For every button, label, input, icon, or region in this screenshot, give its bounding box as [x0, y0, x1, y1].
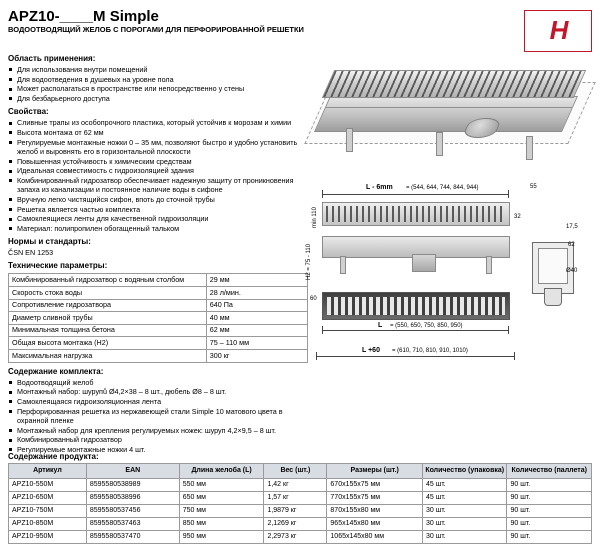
dim-label-h2: H2 = 75 - 110 [306, 243, 312, 280]
cell-ean: 8595580537463 [86, 518, 179, 531]
cell-qty-package: 30 шт. [422, 505, 506, 518]
cell-qty-pallet: 90 шт. [507, 505, 592, 518]
column-header-ean: EAN [86, 464, 179, 479]
dim-label-32: 32 [514, 214, 521, 220]
cell-length: 750 мм [179, 505, 264, 518]
cell-weight: 2,1269 кг [264, 518, 327, 531]
left-text-column [8, 50, 308, 455]
list-item: Решетка является частью комплекта [8, 205, 308, 214]
table-row [9, 350, 308, 363]
dimension-tick [316, 352, 317, 360]
table-row [9, 274, 308, 287]
dim-label-min-110: min 110 [312, 207, 318, 228]
cell-article: APZ10-950M [9, 531, 87, 544]
param-value: 62 мм [206, 324, 307, 337]
list-item: Идеальная совместимость с гидроизоляцией здания [8, 166, 308, 175]
page-subtitle: ВОДООТВОДЯЩИЙ ЖЕЛОБ С ПОРОГАМИ ДЛЯ ПЕРФОРИРОВАННОЙ РЕШЕТКИ [8, 25, 304, 34]
brand-logo-letter: H [549, 14, 569, 45]
table-row [9, 312, 308, 325]
dimension-line [316, 356, 514, 357]
perforated-grate-shape [322, 70, 586, 98]
column-header-weight: Вес (шт.) [264, 464, 327, 479]
param-label: Максимальная нагрузка [9, 350, 207, 363]
standards-heading: Нормы и стандарты: [8, 237, 91, 247]
column-header-dimensions: Размеры (шт.) [327, 464, 423, 479]
dimension-tick [322, 190, 323, 198]
outlet-side-view [412, 254, 436, 272]
list-item: Монтажный набор для крепления регулируемых ножек: шуруп 4,2×9,5 – 8 шт. [8, 426, 308, 435]
table-row [9, 337, 308, 350]
cell-dimensions: 870х155х80 мм [327, 505, 423, 518]
dim-values-l-plus-60: = (610, 710, 810, 910, 1010) [392, 348, 468, 354]
param-value: 40 мм [206, 312, 307, 325]
cell-article: APZ10-850M [9, 518, 87, 531]
grate-slot-pattern [327, 297, 505, 315]
cell-dimensions: 1065х145х80 мм [327, 531, 423, 544]
cell-qty-pallet: 90 шт. [507, 492, 592, 505]
param-label: Общая высота монтажа (H2) [9, 337, 207, 350]
kit-list [8, 378, 308, 455]
dim-label-l-plus-60: L +60 [362, 347, 380, 354]
section-pipe-shape [544, 288, 562, 306]
dimension-tick [514, 352, 515, 360]
cell-length: 550 мм [179, 479, 264, 492]
dim-label-17-5: 17,5 [566, 224, 578, 230]
list-item: Материал: полипропилен обогащенный тальком [8, 224, 308, 233]
cell-length: 850 мм [179, 518, 264, 531]
section-inner-shape [538, 248, 568, 284]
table-row [9, 518, 592, 531]
grate-plan-view [322, 202, 510, 226]
cell-weight: 1,9879 кг [264, 505, 327, 518]
param-value: 28 л/мин. [206, 287, 307, 300]
cell-weight: 2,2973 кг [264, 531, 327, 544]
grate-plan-view-2 [322, 292, 510, 320]
cell-qty-package: 30 шт. [422, 518, 506, 531]
list-item: Самоклеящаяся гидроизоляционная лента [8, 397, 308, 406]
tech-params-table [8, 273, 308, 362]
standards-value: ČSN EN 1253 [8, 248, 54, 258]
cross-section-view [526, 236, 584, 316]
column-header-qty-pallet: Количество (паллета) [507, 464, 592, 479]
cell-dimensions: 770х155х75 мм [327, 492, 423, 505]
cell-qty-package: 45 шт. [422, 479, 506, 492]
tech-params-heading: Технические параметры: [8, 261, 108, 271]
table-row [9, 505, 592, 518]
properties-list [8, 118, 308, 233]
channel-body-shape [314, 96, 578, 132]
cell-ean: 8595580537470 [86, 531, 179, 544]
list-item: Высота монтажа от 62 мм [8, 128, 308, 137]
table-row [9, 324, 308, 337]
cell-weight: 1,42 кг [264, 479, 327, 492]
product-table-heading: Содержание продукта: [8, 452, 99, 461]
cell-qty-pallet: 90 шт. [507, 479, 592, 492]
list-item: Водоотводящий желоб [8, 378, 308, 387]
dimension-tick [508, 190, 509, 198]
list-item: Для водоотведения в душевых на уровне пола [8, 75, 308, 84]
list-item: Регулируемые монтажные ножки 0 – 35 мм, позволяют быстро и удобно установить желоб и выровнять его в горизонтальной плоскости [8, 138, 308, 156]
list-item: Комбинированный гидрозатвор [8, 435, 308, 444]
param-label: Минимальная толщина бетона [9, 324, 207, 337]
cell-qty-pallet: 90 шт. [507, 531, 592, 544]
technical-drawings [306, 184, 594, 394]
list-item: Регулируемые монтажные ножки 4 шт. [8, 445, 308, 454]
illustration-column [306, 52, 594, 392]
list-item: Комбинированный гидрозатвор обеспечивает надежную защиту от проникновения запаха из канализации и постоянное наличие воды в сифоне [8, 176, 308, 194]
leg-side-view [486, 256, 492, 274]
page-title: APZ10-____M Simple [8, 8, 159, 25]
param-value: 300 кг [206, 350, 307, 363]
cell-weight: 1,57 кг [264, 492, 327, 505]
cell-qty-package: 30 шт. [422, 531, 506, 544]
param-label: Диаметр сливной трубы [9, 312, 207, 325]
cell-length: 650 мм [179, 492, 264, 505]
dim-label-diameter-40: Ø40 [566, 268, 578, 274]
product-table-section [8, 452, 592, 544]
column-header-length: Длина желоба (L) [179, 464, 264, 479]
cell-ean: 8595580538989 [86, 479, 179, 492]
grate-perforation-pattern [323, 71, 585, 97]
dim-label-55: 55 [530, 184, 537, 190]
properties-heading: Свойства: [8, 107, 49, 117]
list-item: Может располагаться в пространстве или непосредственно у стены [8, 84, 308, 93]
param-label: Комбинированный гидрозатвор с водяным столбом [9, 274, 207, 287]
cell-length: 950 мм [179, 531, 264, 544]
kit-heading: Содержание комплекта: [8, 366, 104, 376]
dimension-line [322, 194, 508, 195]
table-row [9, 492, 592, 505]
dimension-tick [322, 326, 323, 334]
cell-article: APZ10-650M [9, 492, 87, 505]
table-row [9, 299, 308, 312]
column-header-article: Артикул [9, 464, 87, 479]
application-list [8, 65, 308, 103]
dimension-line [322, 330, 508, 331]
list-item: Сливные трапы из особопрочного пластика, который устойчив к морозам и химии [8, 118, 308, 127]
table-row [9, 287, 308, 300]
product-perspective-image [316, 52, 594, 180]
cell-ean: 8595580538996 [86, 492, 179, 505]
adjustable-leg-shape [526, 136, 533, 160]
cell-qty-package: 45 шт. [422, 492, 506, 505]
dim-label-l-minus-6: L - 6mm [366, 184, 393, 191]
cell-qty-pallet: 90 шт. [507, 518, 592, 531]
list-item: Перфорированная решетка из нержавеющей стали Simple 10 матового цвета в охранной пленке [8, 407, 308, 425]
param-value: 29 мм [206, 274, 307, 287]
list-item: Для использования внутри помещений [8, 65, 308, 74]
dimension-tick [508, 326, 509, 334]
cell-article: APZ10-550M [9, 479, 87, 492]
cell-article: APZ10-750M [9, 505, 87, 518]
list-item: Вручную легко чистящийся сифон, впоть до сточной трубы [8, 195, 308, 204]
param-label: Сопротивление гидрозатвора [9, 299, 207, 312]
list-item: Для безбарьерного доступа [8, 94, 308, 103]
dim-label-62: 62 [568, 242, 575, 248]
adjustable-leg-shape [346, 128, 353, 152]
list-item: Самоклеящиеся ленты для качественной гидроизоляции [8, 214, 308, 223]
leg-side-view [340, 256, 346, 274]
dim-values-l: = (550, 650, 750, 850, 950) [390, 323, 463, 329]
dim-label-60: 60 [310, 296, 317, 302]
param-label: Скорость стока воды [9, 287, 207, 300]
table-row [9, 479, 592, 492]
param-value: 640 Па [206, 299, 307, 312]
list-item: Монтажный набор: шурупů Ø4,2×38 – 8 шт., дюбель Ø8 – 8 шт. [8, 387, 308, 396]
grate-perforation-pattern [326, 206, 506, 222]
column-header-qty-package: Количество (упаковка) [422, 464, 506, 479]
application-heading: Область применения: [8, 54, 96, 63]
dim-label-l: L [378, 322, 383, 329]
cell-dimensions: 965х145х80 мм [327, 518, 423, 531]
table-row [9, 531, 592, 544]
list-item: Повышенная устойчивость к химическим средствам [8, 157, 308, 166]
adjustable-leg-shape [436, 132, 443, 156]
table-header-row [9, 464, 592, 479]
cell-dimensions: 670х155х75 мм [327, 479, 423, 492]
param-value: 75 – 110 мм [206, 337, 307, 350]
cell-ean: 8595580537456 [86, 505, 179, 518]
dim-values-l-minus-6: = (544, 644, 744, 844, 944) [406, 185, 479, 191]
